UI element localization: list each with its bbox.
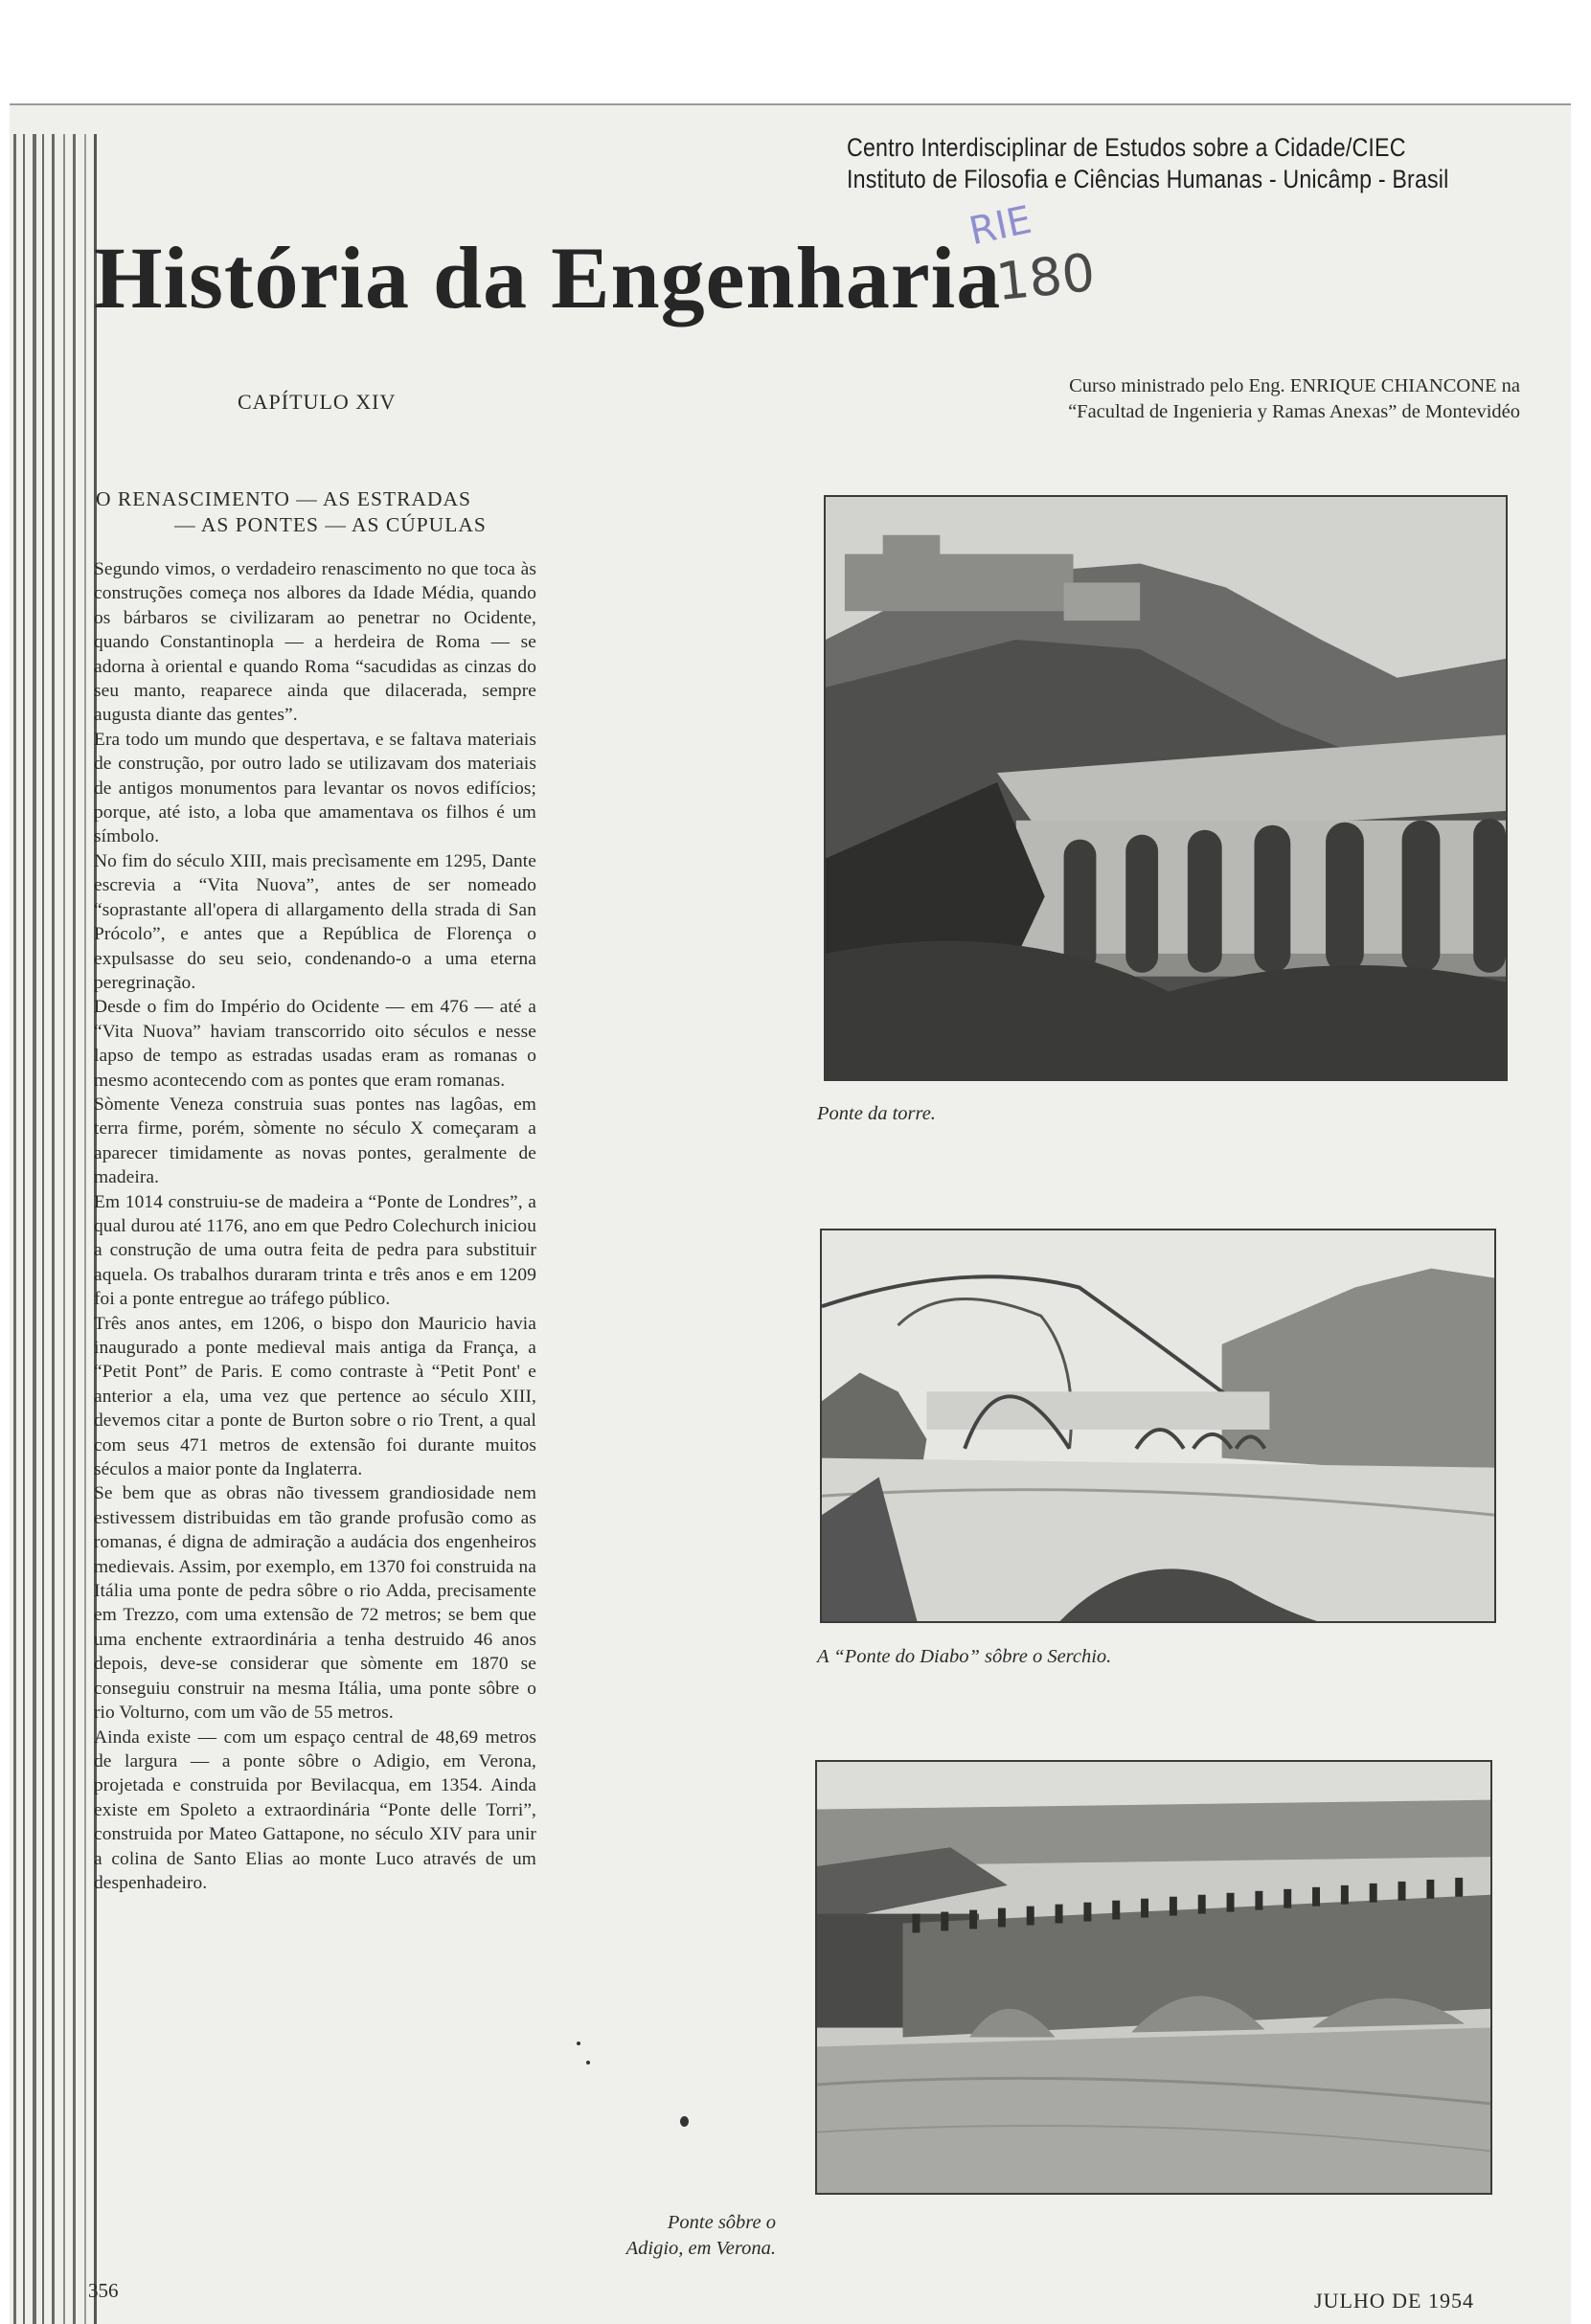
course-credit-line-2: “Facultad de Ingenieria y Ramas Anexas” de Montevidéo bbox=[1068, 401, 1520, 422]
paragraph: Sòmente Veneza construia suas pontes nas lagôas, em terra firme, porém, sòmente no século X começaram a aparecer timidamente as novas pontes, geralmente de madeira. bbox=[94, 1094, 536, 1188]
course-credit bbox=[951, 373, 1520, 425]
handwritten-number: 180 bbox=[992, 241, 1099, 313]
article-title: História da Engenharia bbox=[94, 229, 1002, 327]
caption-ponte-do-diabo: A “Ponte do Diabo” sôbre o Serchio. bbox=[817, 1646, 1112, 1667]
photo-ponte-da-torre bbox=[824, 495, 1508, 1081]
section-heading-line-2: — AS PONTES — AS CÚPULAS bbox=[174, 513, 487, 536]
caption-ponte-adigio bbox=[536, 2210, 776, 2262]
caption-ponte-da-torre: Ponte da torre. bbox=[817, 1103, 936, 1124]
ink-speck bbox=[586, 2061, 590, 2065]
body-column bbox=[94, 557, 536, 1895]
photo-ponte-adigio-verona bbox=[815, 1760, 1492, 2195]
issue-date: JULHO DE 1954 bbox=[1314, 2289, 1474, 2313]
paragraph: Se bem que as obras não tivessem grandiosidade nem estivessem distribuidas em tão grande profusão como as romanas, é digna de admiração a audácia dos engenheiros medievais. Assim, por exemplo, em 1370 foi construida na Itália uma ponte de pedra sôbre o rio Adda, precisamente em Trezzo, com uma extensão de 72 metros; se bem que uma enchente extraordinária a tenha destruido 46 anos depois, deve-se considerar que sòmente em 1870 se conseguiu construir na mesma Itália, uma ponte sôbre o rio Volturno, com um vão de 55 metros. bbox=[94, 1483, 536, 1724]
binding-edge bbox=[13, 134, 102, 2324]
photo-ponte-do-diabo bbox=[820, 1229, 1496, 1623]
paragraph: Desde o fim do Império do Ocidente — em 476 — até a “Vita Nuova” haviam transcorrido oito séculos e nesse lapso de tempo as estradas usadas eram as romanas o mesmo acontecendo com as pontes que eram romanas. bbox=[94, 997, 536, 1091]
ink-speck bbox=[680, 2116, 689, 2127]
paragraph: Segundo vimos, o verdadeiro renascimento no que toca às construções começa nos albores da Idade Média, quando os bárbaros se civilizaram ao penetrar no Ocidente, quando Constantinopla — a herdeira de Roma — se adorna à oriental e quando Roma “sacudidas as cinzas do seu manto, reaparece ainda que dilacerada, sempre augusta diante das gentes”. bbox=[94, 559, 536, 726]
chapter-label: CAPÍTULO XIV bbox=[238, 390, 397, 414]
paragraph: Três anos antes, em 1206, o bispo don Mauricio havia inaugurado a ponte medieval mais antiga da França, a “Petit Pont” de Paris. E como contraste à “Petit Pont' e anterior a ela, uma vez que pertence ao século XIII, devemos citar a ponte de Burton sobre o rio Trent, a qual com seus 471 metros de extensão foi durante muitos séculos a maior ponte da Inglaterra. bbox=[94, 1313, 536, 1480]
section-heading bbox=[96, 486, 536, 538]
paragraph: No fim do século XIII, mais precìsamente em 1295, Dante escrevia a “Vita Nuova”, antes de ser nomeado “soprastante all'opera di allargamento della strada di San Prócolo”, e antes que a República de Florença o expulsasse do seu seio, condenando-o a uma eterna peregrinação. bbox=[94, 850, 536, 993]
paragraph: Em 1014 construiu-se de madeira a “Ponte de Londres”, a qual durou até 1176, ano em que Pedro Colechurch iniciou a construção de uma outra feita de pedra para substituir aquela. Os trabalhos duraram trinta e três anos e em 1209 foi a ponte entregue ao tráfego público. bbox=[94, 1191, 536, 1310]
caption-adigio-line-2: Adigio, em Verona. bbox=[625, 2238, 776, 2259]
section-heading-line-1: O RENASCIMENTO — AS ESTRADAS bbox=[96, 487, 471, 510]
institute-line-2: Instituto de Filosofia e Ciências Humanas - Unicâmp - Brasil bbox=[847, 165, 1449, 193]
institute-line-1: Centro Interdisciplinar de Estudos sobre a Cidade/CIEC bbox=[847, 133, 1406, 162]
ink-speck bbox=[577, 2042, 580, 2045]
institute-stamp bbox=[847, 132, 1448, 195]
paragraph: Ainda existe — com um espaço central de 48,69 metros de largura — a ponte sôbre o Adigio, em Verona, projetada e construida por Bevilacqua, em 1354. Ainda existe em Spoleto a extraordinária “Ponte delle Torri”, construida por Mateo Gattapone, no século XIV para unir a colina de Santo Elias ao monte Luco através de um despenhadeiro. bbox=[94, 1726, 536, 1893]
page-number: 356 bbox=[88, 2279, 119, 2302]
course-credit-line-1: Curso ministrado pelo Eng. ENRIQUE CHIANCONE na bbox=[1069, 375, 1520, 396]
paragraph: Era todo um mundo que despertava, e se faltava materiais de construção, por outro lado se utilizavam dos materiais de antigos monumentos para levantar os novos edifícios; porque, até isto, a loba que amamentava os filhos é um símbolo. bbox=[94, 729, 536, 847]
caption-adigio-line-1: Ponte sôbre o bbox=[667, 2212, 776, 2233]
handwritten-mark: RIE bbox=[965, 197, 1035, 255]
